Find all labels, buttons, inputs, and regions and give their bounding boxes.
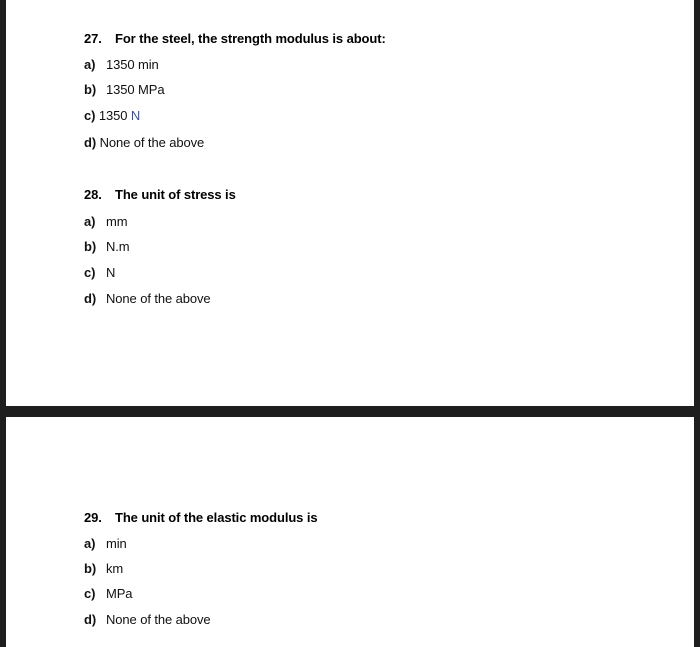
option-text: None of the above — [106, 291, 211, 306]
option-text: km — [106, 561, 124, 576]
question-29-option-b — [84, 561, 123, 576]
option-text: N — [106, 265, 116, 280]
option-letter: b) — [84, 239, 97, 254]
question-27-title — [84, 31, 386, 46]
document-page-2 — [6, 417, 694, 647]
option-text: mm — [106, 214, 128, 229]
question-27-option-a — [84, 57, 159, 72]
question-28-option-a — [84, 214, 127, 229]
question-28-option-c — [84, 265, 115, 280]
question-27-option-c — [84, 108, 140, 123]
question-27-option-d — [84, 135, 204, 150]
question-29-option-a — [84, 536, 127, 551]
question-text: For the steel, the strength modulus is about: — [115, 31, 386, 46]
option-text: min — [106, 536, 127, 551]
option-text: None of the above — [106, 612, 211, 627]
option-text: N.m — [106, 239, 130, 254]
option-letter: c) — [84, 265, 96, 280]
question-number: 29. — [84, 510, 102, 525]
question-28-option-d — [84, 291, 211, 306]
option-unit: N — [130, 108, 141, 123]
option-text: MPa — [106, 586, 133, 601]
option-letter: a) — [84, 57, 96, 72]
option-letter: a) — [84, 536, 96, 551]
question-28-title — [84, 187, 236, 202]
option-text: 1350 MPa — [106, 82, 165, 97]
question-29-title — [84, 510, 317, 525]
question-number: 27. — [84, 31, 102, 46]
question-number: 28. — [84, 187, 102, 202]
option-text: 1350 — [98, 108, 131, 123]
question-27-option-b — [84, 82, 164, 97]
option-letter: a) — [84, 214, 96, 229]
document-page-1 — [6, 0, 694, 406]
question-29-option-c — [84, 586, 132, 601]
option-letter: b) — [84, 561, 97, 576]
question-29-option-d — [84, 612, 211, 627]
option-letter: c) — [84, 586, 96, 601]
option-letter: d) — [84, 612, 97, 627]
option-letter: d) — [84, 291, 97, 306]
question-text: The unit of stress is — [115, 187, 236, 202]
option-letter: d) — [84, 135, 97, 150]
option-letter: b) — [84, 82, 97, 97]
question-28-option-b — [84, 239, 130, 254]
option-text: None of the above — [99, 135, 205, 150]
option-letter: c) — [84, 108, 96, 123]
question-text: The unit of the elastic modulus is — [115, 510, 318, 525]
option-text: 1350 min — [106, 57, 159, 72]
